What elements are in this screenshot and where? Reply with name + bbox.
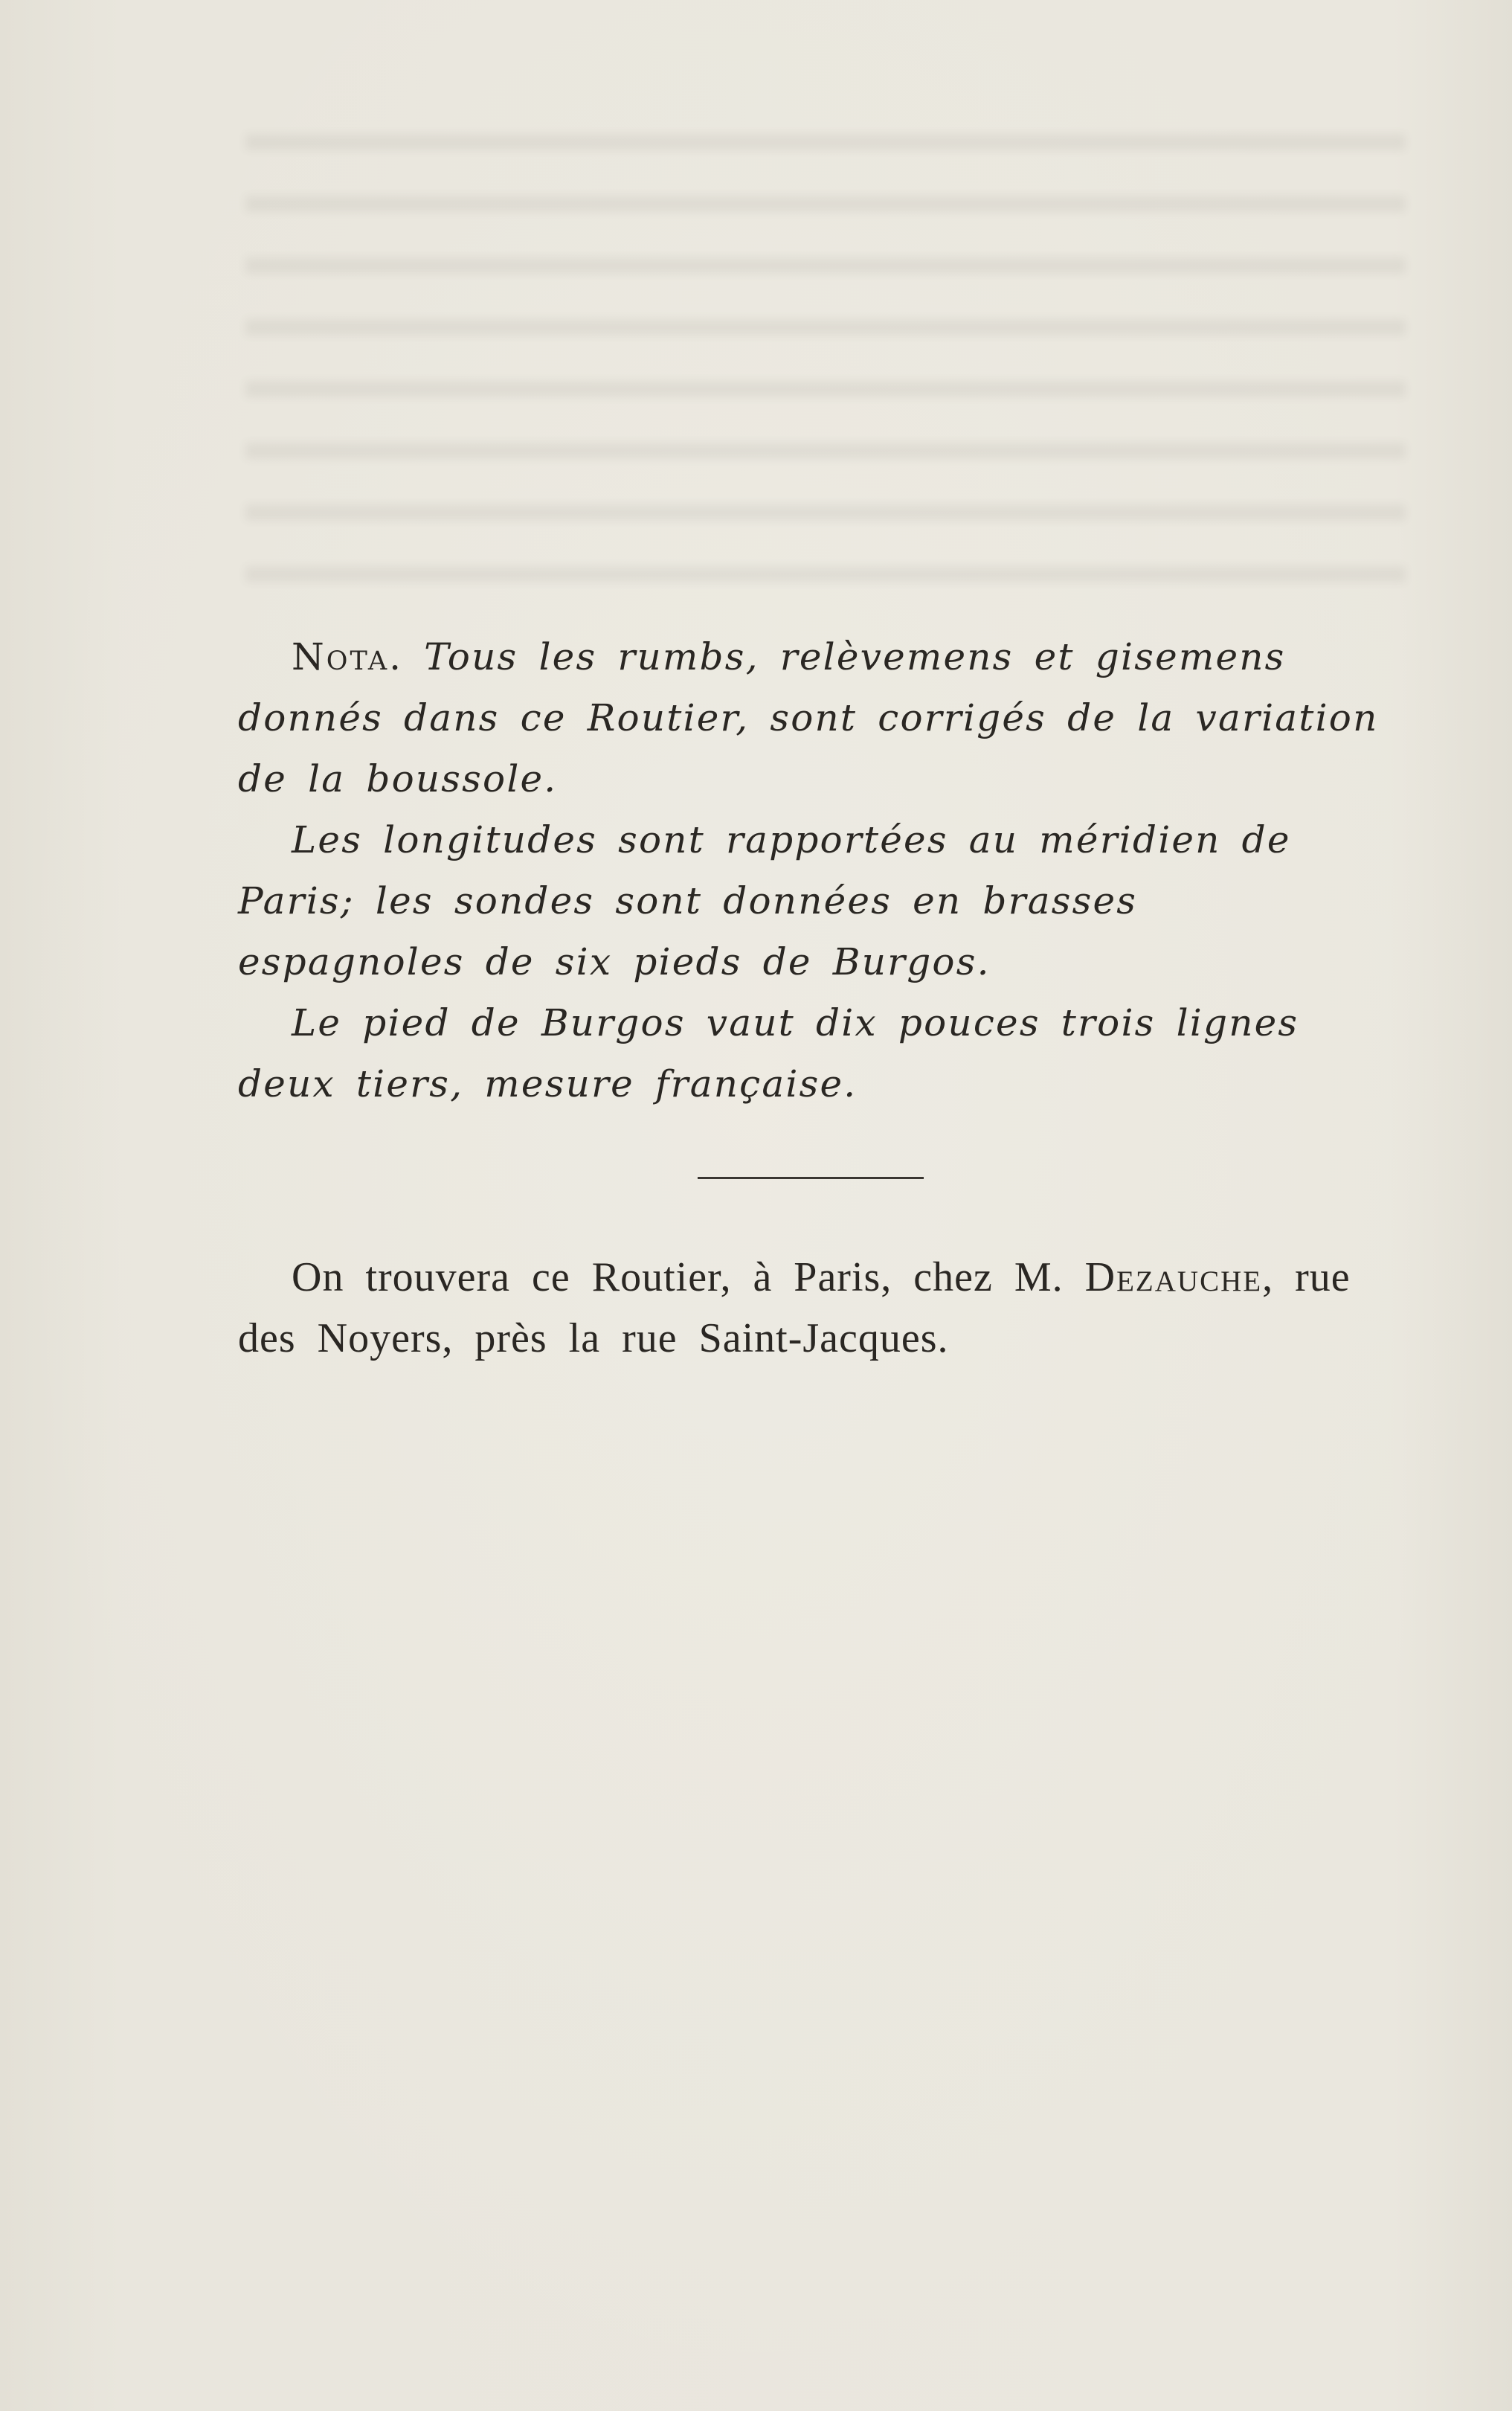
imprint-text-after: , rue des Noyers, près la rue Saint-Jacques. — [238, 1254, 1351, 1361]
nota-paragraph-1-text: Tous les rumbs, relèvemens et gisemens donnés dans ce Routier, sont corrigés de la variation de la boussole. — [238, 635, 1379, 800]
bleed-through-text — [245, 112, 1406, 603]
separator-rule — [698, 1177, 924, 1179]
imprint-publisher-name: Dezauche — [1084, 1254, 1263, 1300]
nota-label: Nota. — [292, 635, 404, 678]
nota-block — [238, 626, 1383, 1114]
nota-paragraph-3: Le pied de Burgos vaut dix pouces trois lignes deux tiers, mesure française. — [238, 1001, 1299, 1105]
imprint-text-before: On trouvera ce Routier, à Paris, chez M. — [292, 1254, 1085, 1300]
nota-paragraph-1 — [238, 626, 1383, 809]
imprint-block — [238, 1247, 1383, 1369]
nota-paragraph-2: Les longitudes sont rapportées au méridien de Paris; les sondes sont données en brasses espagnoles de six pieds de Burgos. — [238, 818, 1291, 983]
imprint-paragraph — [238, 1247, 1383, 1369]
